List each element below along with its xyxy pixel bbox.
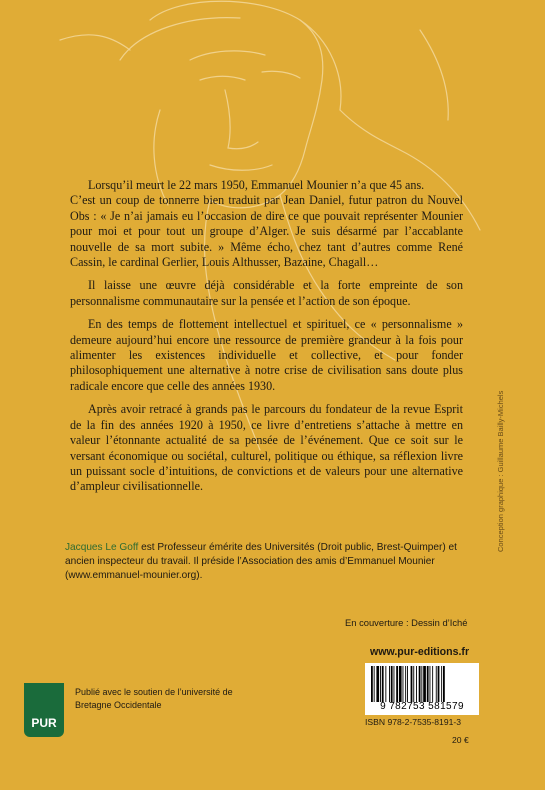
barcode-bar [407,666,408,702]
paragraph-intro: Lorsqu’il meurt le 22 mars 1950, Emmanuel Mounier n’a que 45 ans. [88,178,425,192]
barcode-bar [391,666,393,702]
barcode-icon [365,663,479,715]
barcode-bar [382,666,384,702]
barcode-bar [443,666,445,702]
paragraph-jean-daniel: C’est un coup de tonnerre bien traduit par Jean Daniel, futur patron du Nouvel Obs : « Je n’ai jamais eu l’occasion de dire ce que pouvait représenter Mounier pour moi et pour tout un groupe d’Alger. Je suis désarmé par l’accablante nouvelle de sa mort subite. » Même écho, chez tant d’autres comme René Cassin, le cardinal Gerlier, Louis Althusser, Bazaine, Chagall… [70,193,463,270]
barcode-bar [423,666,426,702]
paragraph-entretiens: Après avoir retracé à grands pas le parcours du fondateur de la revue Esprit de la fin des années 1920 à 1950, ce livre d’entretiens s’attache à mettre en valeur l’étonnante actualité de sa pensée de l’événement. Que ce soit sur le versant économique ou sociétal, culturel, politique ou éthique, sa réflexion livre un puissant socle d’intuitions, de convictions et de valeurs pour une alternative d’ampleur civilisationnelle. [70,402,463,494]
barcode-bar [419,666,421,702]
design-credit: Conception graphique : Guillaume Bailly-Michels [496,390,505,552]
barcode-bar [411,666,413,702]
barcode-bar [389,666,390,702]
barcode-bar [438,666,440,702]
author-name: Jacques Le Goff [65,542,139,553]
author-bio [65,541,470,584]
barcode-bar [403,666,404,702]
price: 20 € [452,735,469,745]
barcode-bar [436,666,437,702]
paragraph-personnalisme: En des temps de flottement intellectuel et spirituel, ce « personnalisme » demeure aujourd’hui encore une ressource de première grandeur à la fois pour alimenter les existences individuelle et collective, et pour fonder philosophiquement une alternative à notre crise de civilisation sans doute plus radicale encore que celle des années 1930. [70,317,463,393]
paragraph-oeuvre: Il laisse une œuvre déjà considérable et la forte empreinte de son personnalisme communautaire sur la pensée et l’action de son époque. [70,278,463,308]
pur-logo-icon [24,683,64,737]
barcode-bar [396,666,398,702]
barcode-bar [380,666,381,702]
barcode-bar [413,666,414,702]
isbn-number: ISBN 978-2-7535-8191-3 [365,717,462,727]
barcode-bar [441,666,442,702]
logo-text: PUR [31,716,57,730]
barcode-bar [371,666,373,702]
barcode-bar [427,666,429,702]
barcode-bar [430,666,431,702]
barcode-bar [432,666,433,702]
barcode-bars [369,666,475,702]
author-description: est Professeur émérite des Universités (Droit public, Brest-Quimper) et ancien inspecteur du travail. Il préside l’Association des amis d’Emmanuel Mounier (www.emmanuel-mounier.org). [65,542,457,582]
cover-credit: En couverture : Dessin d’Iché [345,617,468,628]
back-cover-text [70,178,463,503]
barcode-bar [394,666,395,702]
barcode-bar [416,666,417,702]
barcode-bar [374,666,375,702]
barcode-bar [385,666,386,702]
barcode-bar [421,666,422,702]
barcode-bar [376,666,379,702]
barcode-digits: 9 782753 581579 [380,701,464,712]
publisher-website-link[interactable]: www.pur-editions.fr [370,646,470,658]
support-statement: Publié avec le soutien de l’université de Bretagne Occidentale [75,687,233,710]
barcode-bar [399,666,402,702]
barcode-bar [405,666,406,702]
